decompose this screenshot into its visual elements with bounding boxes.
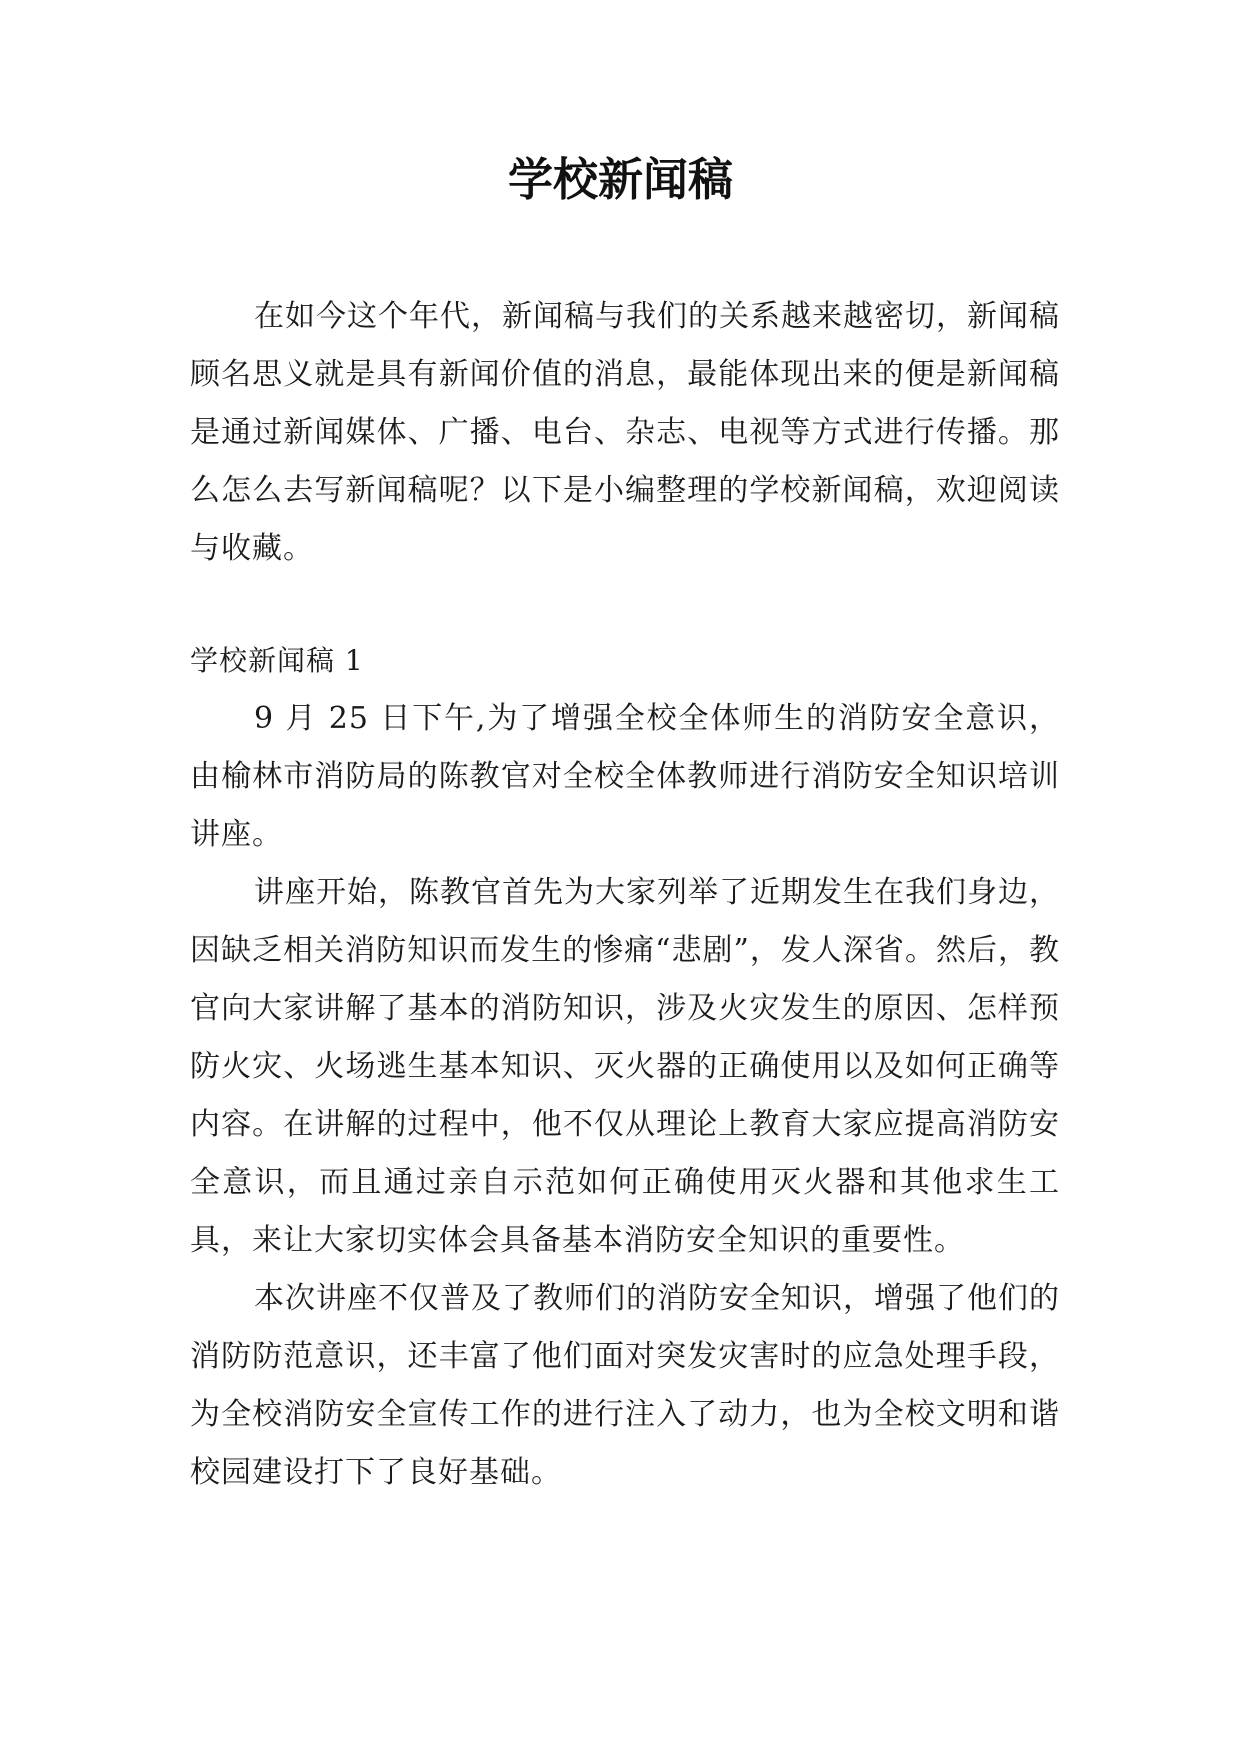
section-heading: 学校新闻稿 1 xyxy=(190,644,364,677)
page-title: 学校新闻稿 xyxy=(507,153,733,206)
document-body xyxy=(190,288,1060,1502)
body-paragraph-3: 本次讲座不仅普及了教师们的消防安全知识，增强了他们的消防防范意识，还丰富了他们面对突发灾害时的应急处理手段，为全校消防安全宣传工作的进行注入了动力，也为全校文明和谐校园建设打下了良好基础。 xyxy=(190,1281,1060,1490)
body-paragraph-2: 讲座开始，陈教官首先为大家列举了近期发生在我们身边，因缺乏相关消防知识而发生的惨痛“悲剧”，发人深省。然后，教官向大家讲解了基本的消防知识，涉及火灾发生的原因、怎样预防火灾、火场逃生基本知识、灭火器的正确使用以及如何正确等内容。在讲解的过程中，他不仅从理论上教育大家应提高消防安全意识，而且通过亲自示范如何正确使用灭火器和其他求生工具，来让大家切实体会具备基本消防安全知识的重要性。 xyxy=(190,875,1060,1258)
intro-paragraph: 在如今这个年代，新闻稿与我们的关系越来越密切，新闻稿顾名思义就是具有新闻价值的消息，最能体现出来的便是新闻稿是通过新闻媒体、广播、电台、杂志、电视等方式进行传播。那么怎么去写新闻稿呢？以下是小编整理的学校新闻稿，欢迎阅读与收藏。 xyxy=(190,299,1060,566)
body-paragraph-1: 9 月 25 日下午,为了增强全校全体师生的消防安全意识，由榆林市消防局的陈教官对全校全体教师进行消防安全知识培训讲座。 xyxy=(190,701,1060,852)
